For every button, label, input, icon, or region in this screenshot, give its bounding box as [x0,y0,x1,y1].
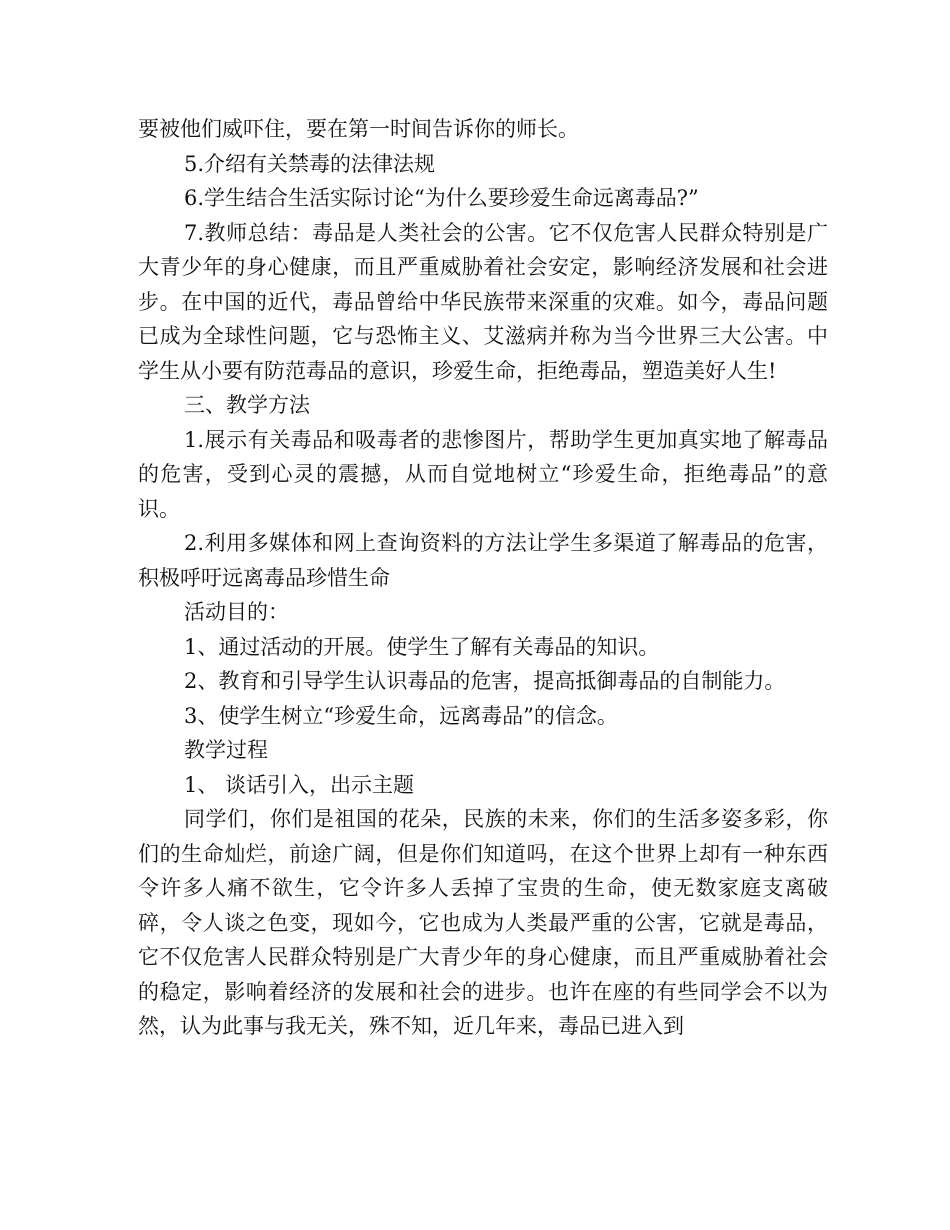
goal-item-2: 2、教育和引导学生认识毒品的危害，提高抵御毒品的自制能力。 [184,669,786,693]
section-heading-teaching-methods: 三、教学方法 [184,393,310,417]
goal-item-1: 1、通过活动的开展。使学生了解有关毒品的知识。 [184,634,660,659]
process-item-1: 1、 谈话引入，出示主题 [184,772,415,797]
list-item-laws: 5.介绍有关禁毒的法律法规 [184,151,436,176]
list-item-discussion: 6.学生结合生活实际讨论“为什么要珍爱生命远离毒品?” [184,186,699,210]
body-text [138,112,828,1044]
paragraph-intro-speech: 同学们，你们是祖国的花朵，民族的未来，你们的生活多姿多彩，你们的生命灿烂，前途广阔，但是你们知道吗，在这个世界上却有一种东西令许多人痛不欲生，它令许多人丢掉了宝贵的生命，使无数家庭支离破碎，令人谈之色变，现如今，它也成为人类最严重的公害，它就是毒品，它不仅危害人民群众特别是广大青少年的身心健康，而且严重威胁着社会的稳定，影响着经济的发展和社会的进步。也许在座的有些同学会不以为然，认为此事与我无关，殊不知，近几年来，毒品已进入到 [138,807,828,1038]
method-item-2: 2.利用多媒体和网上查询资料的方法让学生多渠道了解毒品的危害，积极呼吁远离毒品珍惜生命 [138,531,828,590]
heading-activity-goals: 活动目的： [184,600,289,624]
heading-teaching-process: 教学过程 [184,738,268,762]
method-item-1: 1.展示有关毒品和吸毒者的悲惨图片，帮助学生更加真实地了解毒品的危害，受到心灵的震撼，从而自觉地树立“珍爱生命，拒绝毒品”的意识。 [138,427,828,521]
goal-item-3: 3、使学生树立“珍爱生命，远离毒品”的信念。 [184,703,618,728]
list-item-teacher-summary: 7.教师总结：毒品是人类社会的公害。它不仅危害人民群众特别是广大青少年的身心健康，而且严重威胁着社会安定，影响经济发展和社会进步。在中国的近代，毒品曾给中华民族带来深重的灾难。如今，毒品问题已成为全球性问题，它与恐怖主义、艾滋病并称为当今世界三大公害。中学生从小要有防范毒品的意识，珍爱生命，拒绝毒品，塑造美好人生! [138,220,828,383]
paragraph-continuation: 要被他们威吓住，要在第一时间告诉你的师长。 [138,117,579,141]
